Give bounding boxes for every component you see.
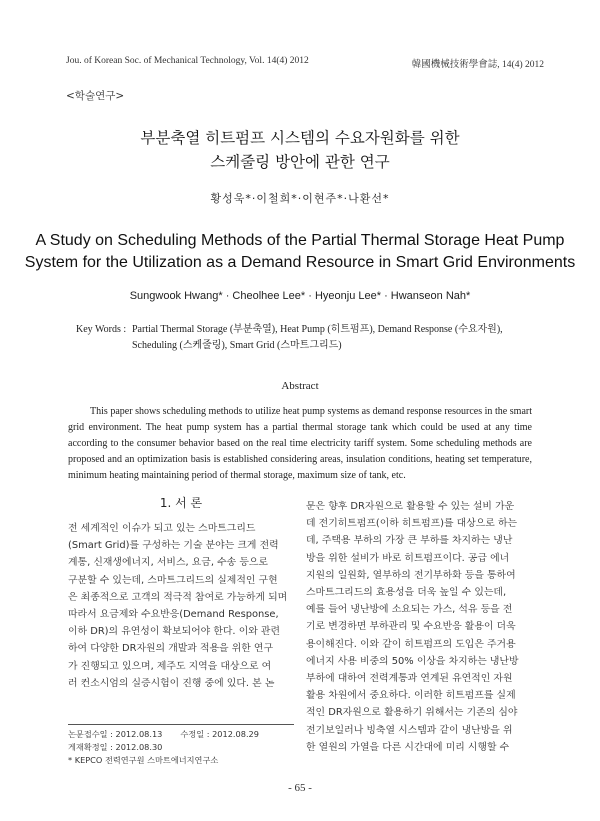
right-line: 스마트그리드의 효용성을 더욱 높일 수 있는데,	[306, 587, 507, 599]
right-line: 지원의 일원화, 열부하의 전기부하화 등을 통하여	[306, 569, 516, 581]
abstract-body	[68, 404, 532, 484]
left-line: 가 진행되고 있으며, 제주도 지역을 대상으로 여	[68, 660, 272, 672]
keywords-label: Key Words :	[76, 324, 127, 335]
left-line: 이하 DR)의 유연성이 확보되어야 한다. 이와 관련	[68, 626, 280, 638]
right-line: 한 열원의 가열을 다른 시간대에 미리 시행할 수	[306, 741, 510, 753]
right-line: 예를 들어 냉난방에 소요되는 가스, 석유 등을 전	[306, 604, 513, 616]
journal-header-en: Jou. of Korean Soc. of Mechanical Technology, Vol. 14(4) 2012	[66, 56, 309, 66]
left-line: 러 컨소시엄의 실증시험이 진행 중에 있다. 본 논	[68, 677, 275, 689]
page-number: - 65 -	[288, 782, 312, 794]
right-column-text	[306, 498, 532, 756]
left-line: 은 최종적으로 고객의 적극적 참여로 가능하게 되며	[68, 591, 288, 603]
keywords-line-1: Partial Thermal Storage (부분축열), Heat Pump (히트펌프), Demand Response (수요자원),	[132, 324, 503, 335]
right-line: 기로 변경하면 부하관리 및 수요반응 활용이 더욱	[306, 621, 516, 633]
right-line: 에너지 사용 비중의 50% 이상을 차지하는 냉난방	[306, 655, 519, 667]
english-title-line-1: A Study on Scheduling Methods of the Partial Thermal Storage Heat Pump	[35, 232, 565, 249]
left-column-text	[68, 520, 294, 692]
abstract-title: Abstract	[281, 380, 319, 392]
right-line: 방을 위한 설비가 바로 히트펌프이다. 공급 에너	[306, 552, 510, 564]
journal-header-kr: 韓國機械技術學會誌, 14(4) 2012	[411, 60, 544, 70]
keywords-block	[76, 322, 546, 354]
author-affiliation: * KEPCO 전력연구원 스마트에너지연구소	[68, 755, 219, 765]
right-line: 부하에 대하여 전력계통과 연계된 유연적인 자원	[306, 673, 513, 685]
english-title-line-2: System for the Utilization as a Demand Resource in Smart Grid Environments	[24, 254, 576, 271]
right-line: 데 전기히트펌프(이하 히트펌프)를 대상으로 하는	[306, 518, 518, 530]
received-date: 논문접수일 : 2012.08.13	[68, 729, 163, 739]
introduction-heading: 1. 서 론	[159, 496, 203, 510]
english-authors: Sungwook Hwang* · Cheolhee Lee* · Hyeonju Lee* · Hwanseon Nah*	[129, 290, 471, 302]
right-line: 전기보일러나 빙축열 시스템과 같이 냉난방을 위	[306, 724, 513, 736]
left-line: 계통, 신재생에너지, 서비스, 요금, 수송 등으로	[68, 557, 268, 569]
left-line: 구분할 수 있는데, 스마트그리드의 실제적인 구현	[68, 574, 278, 586]
left-line: 따라서 요금제와 수요반응(Demand Response,	[68, 609, 279, 621]
right-line: 데, 주택용 부하의 가장 큰 부하를 차지하는 냉난	[306, 535, 513, 547]
abstract-text: This paper shows scheduling methods to utilize heat pump systems as demand response resources in the smart grid environment. The heat pump system has a partial thermal storage tank which could be used at any time according to the consumer behavior based on the real time electricity tariff system. Some scheduling methods are proposed and an optimization basis is established considering areas, insulation conditions, heating set temperature, minimum heating maintaining period of thermal storage, maximum size of tank, etc.	[68, 406, 532, 481]
right-line: 적인 DR자원으로 활용하기 위해서는 기존의 심야	[306, 707, 518, 719]
keywords-line-2: Scheduling (스케줄링), Smart Grid (스마트그리드)	[132, 340, 342, 351]
korean-authors: 황성욱*·이철희*·이현주*·나환선*	[210, 192, 390, 205]
footnote-block	[68, 728, 308, 767]
section-label: <학술연구>	[66, 90, 125, 102]
korean-title-line-2: 스케줄링 방안에 관한 연구	[210, 153, 390, 171]
left-line: 하여 다양한 DR자원의 개발과 적용을 위한 연구	[68, 643, 274, 655]
footnote-divider	[68, 724, 294, 725]
right-line: 활용 차원에서 중요하다. 이러한 히트펌프를 실제	[306, 690, 516, 702]
accepted-date: 게재확정일 : 2012.08.30	[68, 742, 163, 752]
revised-date: 수정일 : 2012.08.29	[180, 729, 259, 739]
right-line: 용이해진다. 이와 같이 히트펌프의 도입은 주거용	[306, 638, 516, 650]
left-line: 전 세계적인 이슈가 되고 있는 스마트그리드	[68, 523, 256, 534]
korean-title-line-1: 부분축열 히트펌프 시스템의 수요자원화를 위한	[140, 129, 460, 147]
right-line: 문은 향후 DR자원으로 활용할 수 있는 설비 가운	[306, 501, 515, 512]
left-line: (Smart Grid)를 구성하는 기술 분야는 크게 전력	[68, 540, 279, 552]
